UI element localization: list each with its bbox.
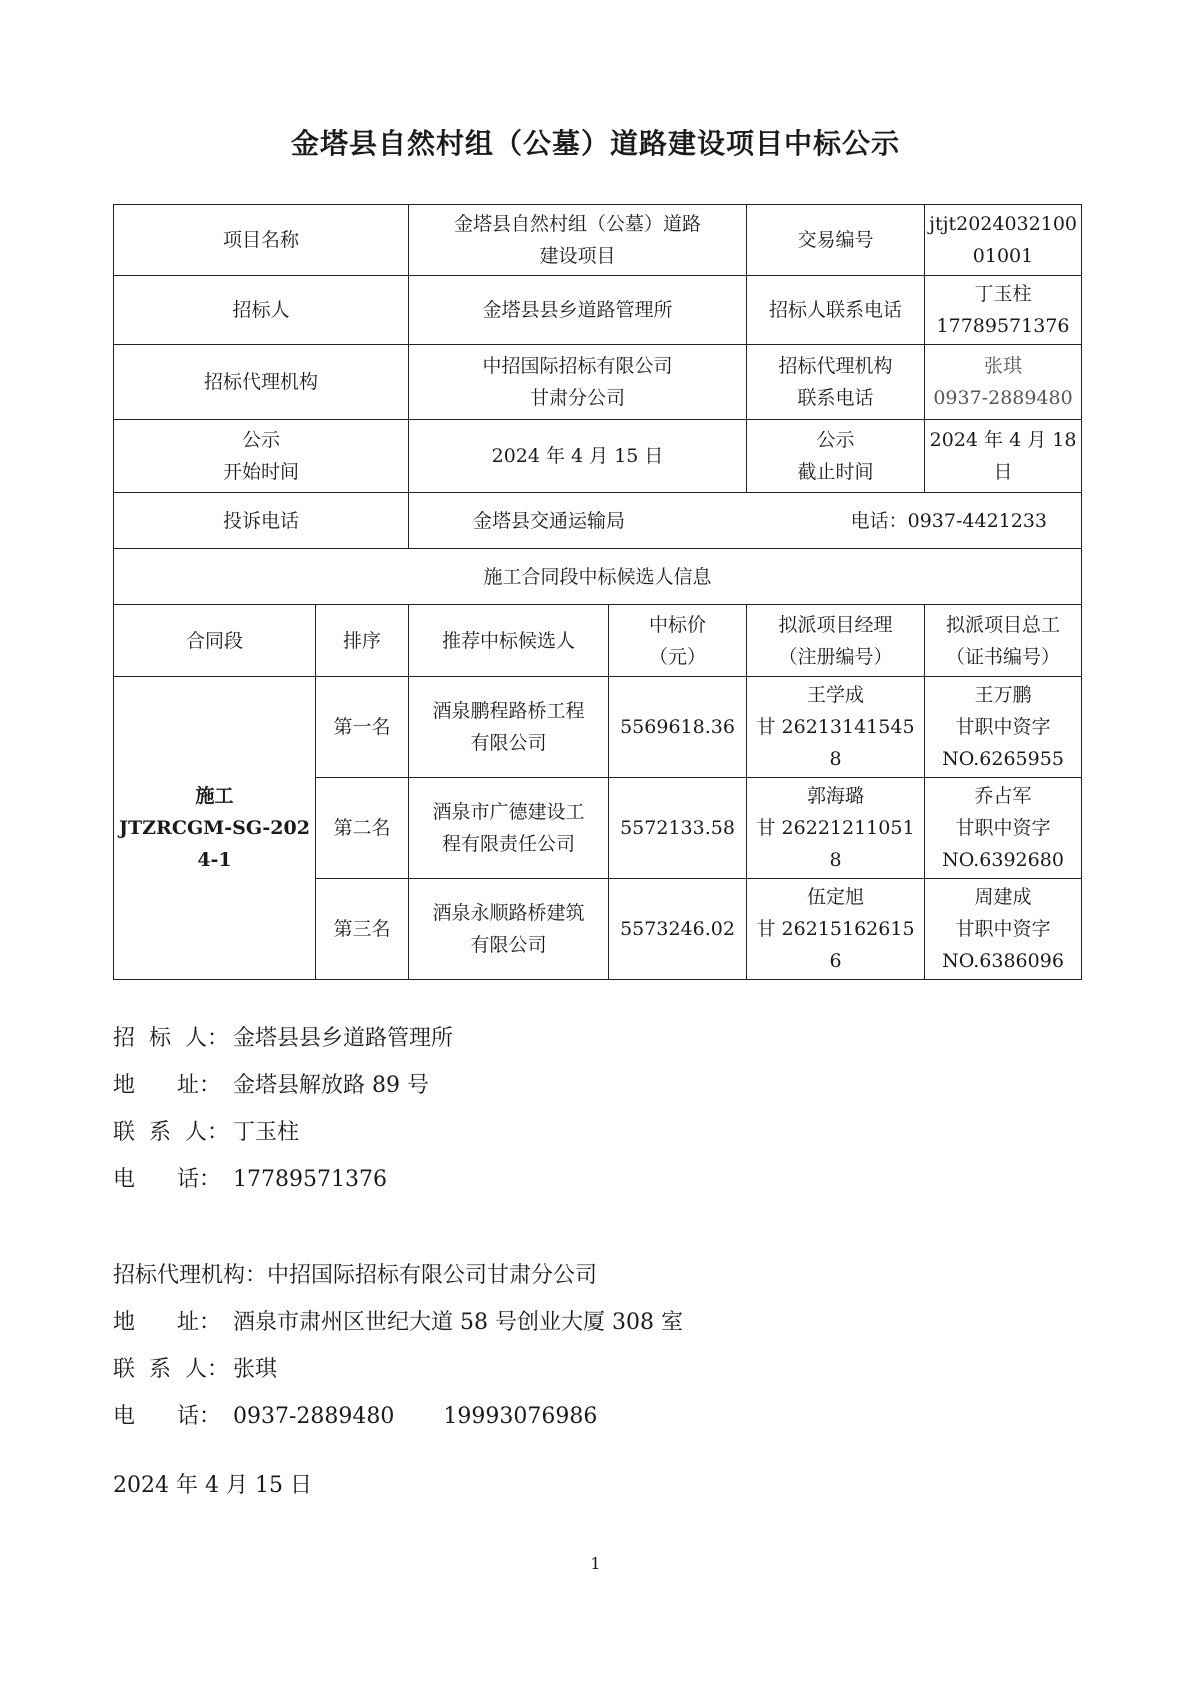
tenderer-value: 金塔县县乡道路管理所 bbox=[409, 276, 747, 345]
trade-no-label: 交易编号 bbox=[747, 205, 925, 276]
candidate-company: 酒泉鹏程路桥工程 有限公司 bbox=[409, 677, 609, 778]
table-row bbox=[114, 677, 1082, 778]
tenderer-phone-value: 丁玉柱 17789571376 bbox=[925, 276, 1082, 345]
project-name-value: 金塔县自然村组（公墓）道路 建设项目 bbox=[409, 205, 747, 276]
candidate-engineer: 周建成 甘职中资字 NO.6386096 bbox=[925, 879, 1082, 980]
candidate-manager: 郭海璐 甘 262212110518 bbox=[747, 778, 925, 879]
complaint-value bbox=[409, 493, 1082, 549]
candidate-price: 5573246.02 bbox=[609, 879, 747, 980]
complaint-row bbox=[114, 493, 1082, 549]
dates-row bbox=[114, 420, 1082, 493]
header-price: 中标价 （元） bbox=[609, 605, 747, 677]
trade-no-value: jtjt202403210001001 bbox=[925, 205, 1082, 276]
agency-phone-line: 电 话： 0937-2889480 19993076986 bbox=[113, 1404, 598, 1429]
candidate-rank: 第三名 bbox=[316, 879, 409, 980]
project-name-row bbox=[114, 205, 1082, 276]
complaint-label: 投诉电话 bbox=[114, 493, 409, 549]
candidate-header-row bbox=[114, 605, 1082, 677]
tenderer-block bbox=[113, 1024, 453, 1212]
agency-phone-label: 招标代理机构 联系电话 bbox=[747, 345, 925, 420]
section-header-row bbox=[114, 549, 1082, 605]
candidate-price: 5572133.58 bbox=[609, 778, 747, 879]
header-candidate: 推荐中标候选人 bbox=[409, 605, 609, 677]
tenderer-name-line: 招 标 人： 金塔县县乡道路管理所 bbox=[113, 1026, 454, 1051]
candidate-price: 5569618.36 bbox=[609, 677, 747, 778]
agency-address-line: 地 址： 酒泉市肃州区世纪大道 58 号创业大厦 308 室 bbox=[113, 1310, 683, 1335]
complaint-org: 金塔县交通运输局 bbox=[473, 509, 626, 532]
tenderer-contact-line: 联 系 人： 丁玉柱 bbox=[113, 1120, 300, 1145]
candidate-company: 酒泉市广德建设工 程有限责任公司 bbox=[409, 778, 609, 879]
agency-block bbox=[113, 1261, 683, 1449]
project-name-label: 项目名称 bbox=[114, 205, 409, 276]
agency-label: 招标代理机构 bbox=[114, 345, 409, 420]
complaint-phone: 电话：0937-4421233 bbox=[850, 509, 1048, 532]
agency-value: 中招国际招标有限公司 甘肃分公司 bbox=[409, 345, 747, 420]
bid-info-table bbox=[113, 204, 1082, 980]
page-title: 金塔县自然村组（公墓）道路建设项目中标公示 bbox=[290, 127, 900, 160]
candidate-manager: 伍定旭 甘 262151626156 bbox=[747, 879, 925, 980]
end-label: 公示 截止时间 bbox=[747, 420, 925, 493]
agency-name-line: 招标代理机构：中招国际招标有限公司甘肃分公司 bbox=[113, 1263, 598, 1288]
candidate-rank: 第一名 bbox=[316, 677, 409, 778]
start-date: 2024 年 4 月 15 日 bbox=[409, 420, 747, 493]
agency-row bbox=[114, 345, 1082, 420]
agency-phone-value: 张琪 0937-2889480 bbox=[925, 345, 1082, 420]
candidate-rank: 第二名 bbox=[316, 778, 409, 879]
header-manager: 拟派项目经理 （注册编号） bbox=[747, 605, 925, 677]
start-label: 公示 开始时间 bbox=[114, 420, 409, 493]
tenderer-phone-line: 电 话： 17789571376 bbox=[113, 1167, 387, 1192]
header-rank: 排序 bbox=[316, 605, 409, 677]
header-section: 合同段 bbox=[114, 605, 316, 677]
candidate-engineer: 王万鹏 甘职中资字 NO.6265955 bbox=[925, 677, 1082, 778]
page-number: 1 bbox=[590, 1554, 601, 1573]
section-header: 施工合同段中标候选人信息 bbox=[114, 549, 1082, 605]
agency-contact-line: 联 系 人： 张琪 bbox=[113, 1357, 278, 1382]
tenderer-label: 招标人 bbox=[114, 276, 409, 345]
header-engineer: 拟派项目总工 （证书编号） bbox=[925, 605, 1082, 677]
candidate-company: 酒泉永顺路桥建筑 有限公司 bbox=[409, 879, 609, 980]
candidate-engineer: 乔占军 甘职中资字 NO.6392680 bbox=[925, 778, 1082, 879]
tenderer-address-line: 地 址： 金塔县解放路 89 号 bbox=[113, 1073, 429, 1098]
tenderer-row bbox=[114, 276, 1082, 345]
notice-date: 2024 年 4 月 15 日 bbox=[113, 1473, 312, 1498]
end-date: 2024 年 4 月 18 日 bbox=[925, 420, 1082, 493]
candidate-manager: 王学成 甘 262131415458 bbox=[747, 677, 925, 778]
contract-section: 施工 JTZRCGM-SG-2024-1 bbox=[114, 677, 316, 980]
tenderer-phone-label: 招标人联系电话 bbox=[747, 276, 925, 345]
